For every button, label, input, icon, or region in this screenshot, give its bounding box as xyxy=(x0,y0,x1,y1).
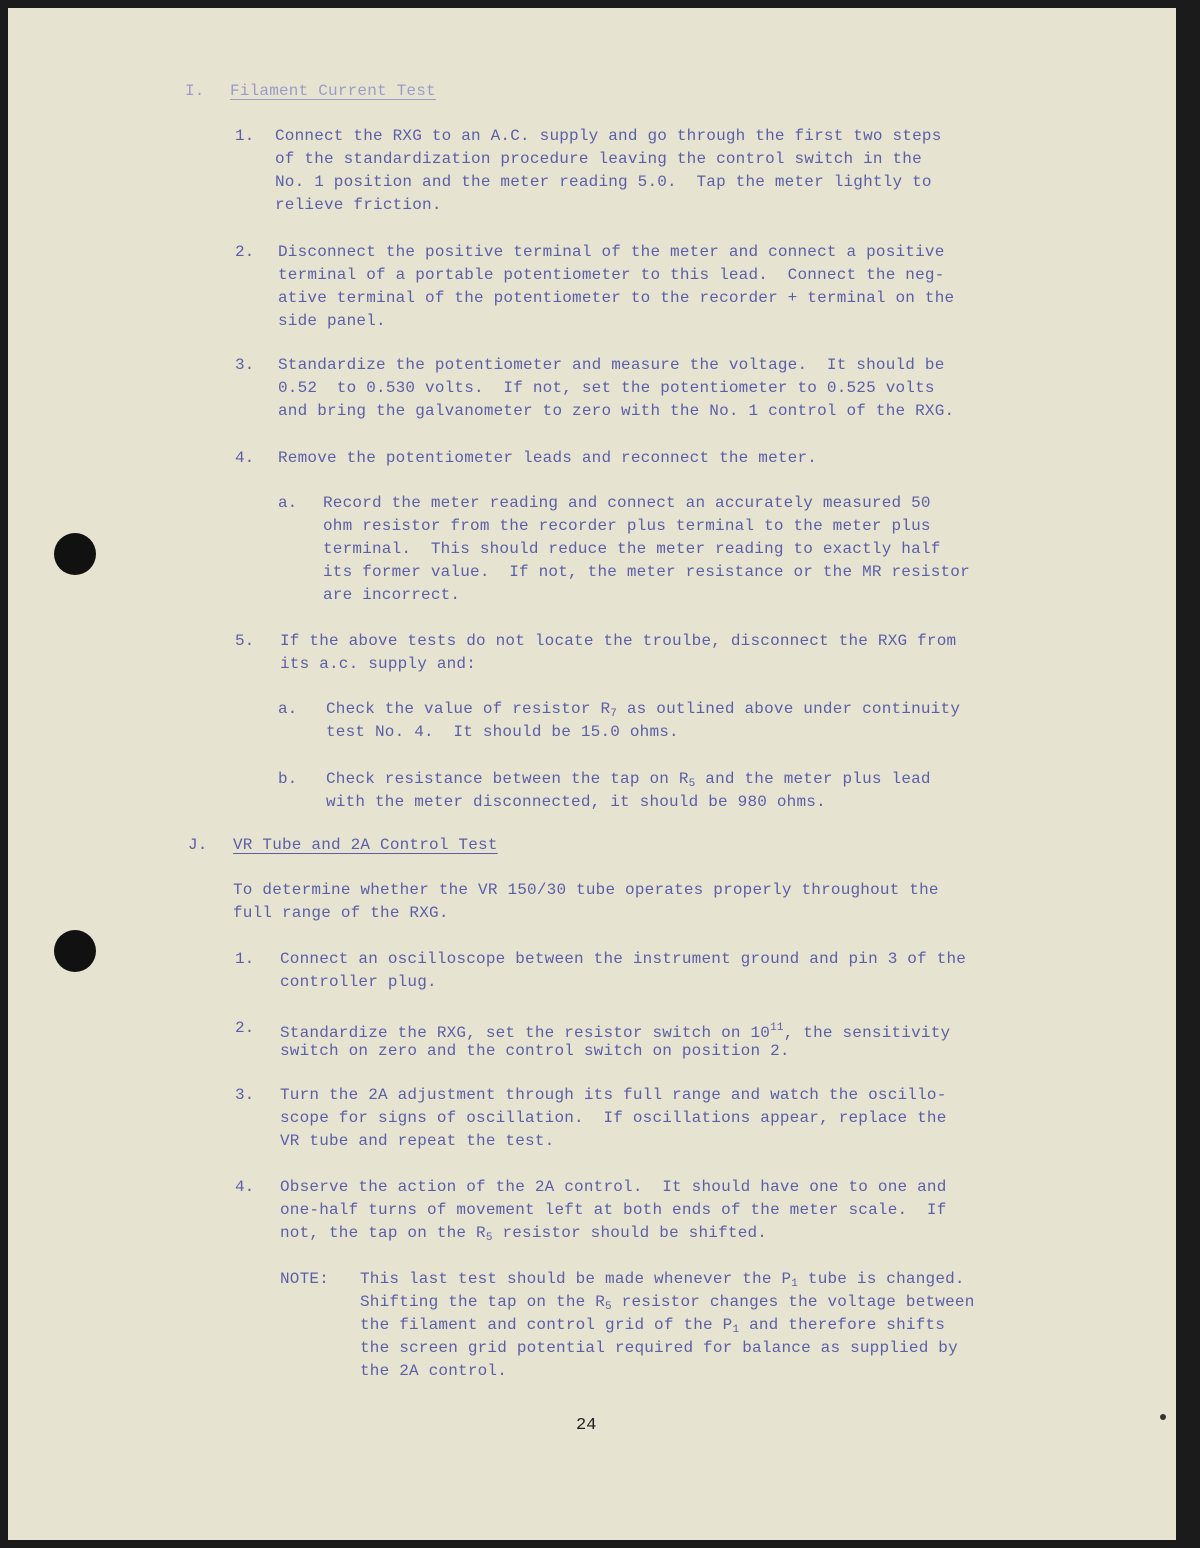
text-line: Check the value of resistor $R_7$ as outlined above under continuity xyxy=(326,700,961,720)
item-number: 4. xyxy=(235,1178,255,1196)
text-line: Disconnect the positive terminal of the meter and connect a positive xyxy=(278,243,945,261)
text-line: its former value. If not, the meter resistance or the MR resistor xyxy=(323,563,970,581)
text-line: No. 1 position and the meter reading 5.0. Tap the meter lightly to xyxy=(275,173,932,191)
item-number: 4. xyxy=(235,449,255,467)
item-number: 2. xyxy=(235,1019,255,1037)
subitem-label: b. xyxy=(278,770,298,788)
text-line: full range of the RXG. xyxy=(233,904,449,922)
page-number: 24 xyxy=(576,1416,597,1435)
text-line: not, the tap on the $R_5$ resistor should be shifted. xyxy=(280,1224,768,1244)
punch-hole-bottom xyxy=(54,930,96,972)
text-line: Connect an oscilloscope between the instrument ground and pin 3 of the xyxy=(280,950,967,968)
text-line: Standardize the potentiometer and measure the voltage. It should be xyxy=(278,356,945,374)
item-number: 3. xyxy=(235,1086,255,1104)
section-i-title: Filament Current Test xyxy=(230,82,436,100)
text-line: Turn the 2A adjustment through its full range and watch the oscillo- xyxy=(280,1086,947,1104)
paper-speck xyxy=(1160,1414,1166,1420)
punch-hole-top xyxy=(54,533,96,575)
text-line: Remove the potentiometer leads and reconnect the meter. xyxy=(278,449,818,467)
text-line: terminal of a portable potentiometer to this lead. Connect the neg- xyxy=(278,266,945,284)
text-line: terminal. This should reduce the meter reading to exactly half xyxy=(323,540,941,558)
document-page xyxy=(8,8,1176,1540)
text-line: Connect the RXG to an A.C. supply and go through the first two steps xyxy=(275,127,942,145)
text-line: Shifting the tap on the $R_5$ resistor changes the voltage between xyxy=(360,1293,975,1313)
section-i-label: I. xyxy=(185,82,205,100)
text-line: ative terminal of the potentiometer to the recorder + terminal on the xyxy=(278,289,955,307)
text-line: switch on zero and the control switch on position 2. xyxy=(280,1042,790,1060)
subitem-label: a. xyxy=(278,700,298,718)
text-line: the 2A control. xyxy=(360,1362,508,1380)
text-line: scope for signs of oscillation. If oscillations appear, replace the xyxy=(280,1109,947,1127)
note-label: NOTE: xyxy=(280,1270,330,1288)
text-line: controller plug. xyxy=(280,973,437,991)
text-line: are incorrect. xyxy=(323,586,461,604)
item-number: 1. xyxy=(235,127,255,145)
section-j-title: VR Tube and 2A Control Test xyxy=(233,836,498,854)
text-line: with the meter disconnected, it should be 980 ohms. xyxy=(326,793,826,811)
item-number: 5. xyxy=(235,632,255,650)
text-line: Record the meter reading and connect an accurately measured 50 xyxy=(323,494,931,512)
text-line: ohm resistor from the recorder plus terminal to the meter plus xyxy=(323,517,931,535)
text-line: 0.52 to 0.530 volts. If not, set the potentiometer to 0.525 volts xyxy=(278,379,935,397)
text-line: its a.c. supply and: xyxy=(280,655,477,673)
text-line: the screen grid potential required for balance as supplied by xyxy=(360,1339,958,1357)
text-line: one-half turns of movement left at both ends of the meter scale. If xyxy=(280,1201,947,1219)
text-line: Standardize the RXG, set the resistor switch on $10^{11}$, the sensitivity xyxy=(280,1022,951,1042)
section-j-label: J. xyxy=(188,836,208,854)
subitem-label: a. xyxy=(278,494,298,512)
item-number: 1. xyxy=(235,950,255,968)
text-line: This last test should be made whenever the $P_1$ tube is changed. xyxy=(360,1270,965,1290)
text-line: of the standardization procedure leaving the control switch in the xyxy=(275,150,922,168)
text-line: relieve friction. xyxy=(275,196,442,214)
text-line: the filament and control grid of the $P_1$ and therefore shifts xyxy=(360,1316,946,1336)
text-line: and bring the galvanometer to zero with the No. 1 control of the RXG. xyxy=(278,402,955,420)
text-line: test No. 4. It should be 15.0 ohms. xyxy=(326,723,679,741)
text-line: side panel. xyxy=(278,312,386,330)
text-line: Check resistance between the tap on $R_5$ and the meter plus lead xyxy=(326,770,931,790)
item-number: 3. xyxy=(235,356,255,374)
text-line: If the above tests do not locate the troulbe, disconnect the RXG from xyxy=(280,632,957,650)
text-line: VR tube and repeat the test. xyxy=(280,1132,555,1150)
text-line: Observe the action of the 2A control. It should have one to one and xyxy=(280,1178,947,1196)
item-number: 2. xyxy=(235,243,255,261)
text-line: To determine whether the VR 150/30 tube operates properly throughout the xyxy=(233,881,939,899)
